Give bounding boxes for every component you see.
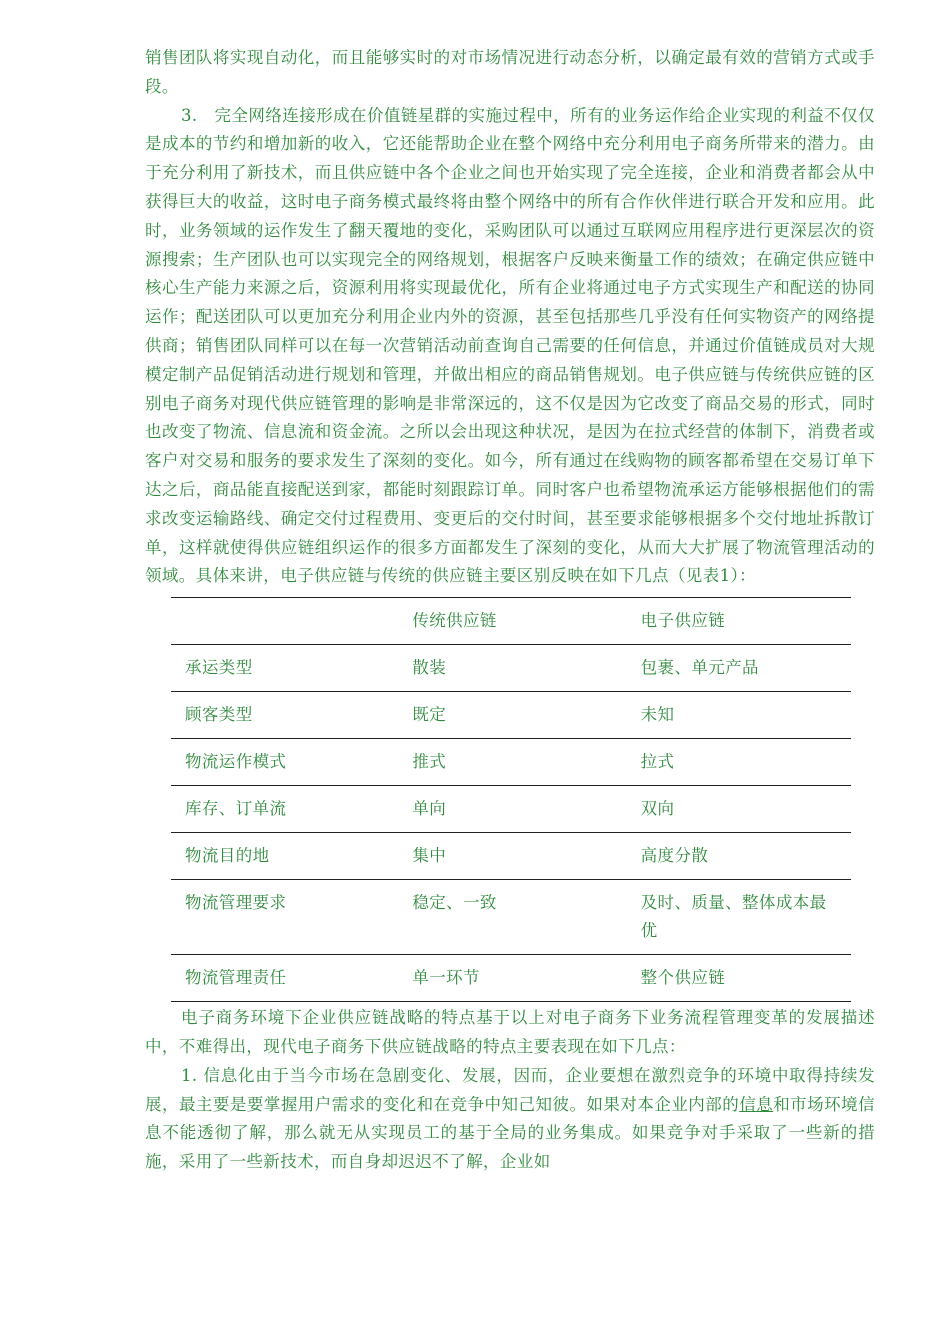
table-cell: 物流目的地 (185, 846, 270, 866)
table-row (171, 833, 851, 880)
table-cell: 物流管理责任 (185, 968, 287, 988)
document-page (145, 44, 875, 1177)
table-cell: 库存、订单流 (185, 799, 287, 819)
table-cell: 集中 (412, 846, 447, 866)
table-cell: 单一环节 (412, 968, 480, 988)
table-header-cell: 电子供应链 (640, 611, 726, 631)
table-row (171, 739, 851, 786)
table-row (171, 880, 851, 955)
table-cell: 承运类型 (185, 658, 253, 678)
paragraph-continued: 销售团队将实现自动化，而且能够实时的对市场情况进行动态分析，以确定最有效的营销方式或手段。 (145, 48, 875, 96)
table-cell: 整个供应链 (640, 968, 726, 988)
table-cell: 包裹、单元产品 (640, 658, 759, 678)
underlined-word: 信息 (739, 1094, 774, 1114)
table-cell: 顾客类型 (185, 705, 253, 725)
table-cell: 单向 (412, 799, 447, 819)
table-header-cell: 传统供应链 (412, 611, 497, 631)
table-row (171, 786, 851, 833)
paragraph-informatization (145, 1062, 875, 1177)
table-cell: 散装 (412, 658, 447, 678)
table-header-row (171, 598, 851, 645)
table-row (171, 692, 851, 739)
paragraph-text-post: 和市场环境信息不能透彻了解，那么就无从实现员工的基于全局的业务集成。如果竞争对手采取了一些新的措施，采用了一些新技术，而自身却迟迟不了解，企业如 (145, 1094, 875, 1172)
comparison-table (171, 597, 851, 1002)
table-cell: 拉式 (640, 752, 675, 772)
table-header-cell (171, 598, 398, 645)
table-row (171, 955, 851, 1002)
paragraph-full-network: 3. 完全网络连接形成在价值链星群的实施过程中，所有的业务运作给企业实现的利益不仅仅是成本的节约和增加新的收入，它还能帮助企业在整个网络中充分利用电子商务所带来的潜力。由于充分利用了新技术，而且供应链中各个企业之间也开始实现了完全连接，企业和消费者都会从中获得巨大的收益，这时电子商务模式最终将由整个网络中的所有合作伙伴进行联合开发和应用。此时，业务领域的运作发生了翻天覆地的变化，采购团队可以通过互联网应用程序进行更深层次的资源搜索；生产团队也可以实现完全的网络规划，根据客户反映来衡量工作的绩效；在确定供应链中核心生产能力来源之后，资源利用将实现最优化，所有企业将通过电子方式实现生产和配送的协同运作；配送团队可以更加充分利用企业内外的资源，甚至包括那些几乎没有任何实物资产的网络提供商；销售团队同样可以在每一次营销活动前查询自己需要的任何信息，并通过价值链成员对大规模定制产品促销活动进行规划和管理，并做出相应的商品销售规划。电子供应链与传统供应链的区别电子商务对现代供应链管理的影响是非常深远的，这不仅是因为它改变了商品交易的形式，同时也改变了物流、信息流和资金流。之所以会出现这种状况，是因为在拉式经营的体制下，消费者或客户对交易和服务的要求发生了深刻的变化。如今，所有通过在线购物的顾客都希望在交易订单下达之后，商品能直接配送到家，都能时刻跟踪订单。同时客户也希望物流承运方能够根据他们的需求改变运输路线、确定交付过程费用、变更后的交付时间，甚至要求能够根据多个交付地址拆散订单，这样就使得供应链组织运作的很多方面都发生了深刻的变化，从而大大扩展了物流管理活动的领域。具体来讲，电子供应链与传统的供应链主要区别反映在如下几点（见表1）： (145, 105, 875, 586)
table-cell: 既定 (412, 705, 447, 725)
table-row (171, 645, 851, 692)
table-cell: 未知 (640, 705, 675, 725)
table-cell: 物流运作模式 (185, 752, 287, 772)
table-cell: 双向 (640, 799, 675, 819)
table-cell: 推式 (412, 752, 447, 772)
table-cell: 物流管理要求 (185, 893, 287, 913)
table-cell: 稳定、一致 (412, 893, 497, 913)
paragraph-text-pre: 1. 信息化由于当今市场在急剧变化、发展，因而，企业要想在激烈竞争的环境中取得持续发展，最主要是要掌握用户需求的变化和在竞争中知己知彼。如果对本企业内部的 (145, 1065, 875, 1114)
table-cell: 及时、质量、整体成本最优 (640, 893, 827, 941)
paragraph-strategy-features: 电子商务环境下企业供应链战略的特点基于以上对电子商务下业务流程管理变革的发展描述中，不难得出，现代电子商务下供应链战略的特点主要表现在如下几点： (145, 1008, 875, 1056)
table-cell: 高度分散 (640, 846, 709, 866)
